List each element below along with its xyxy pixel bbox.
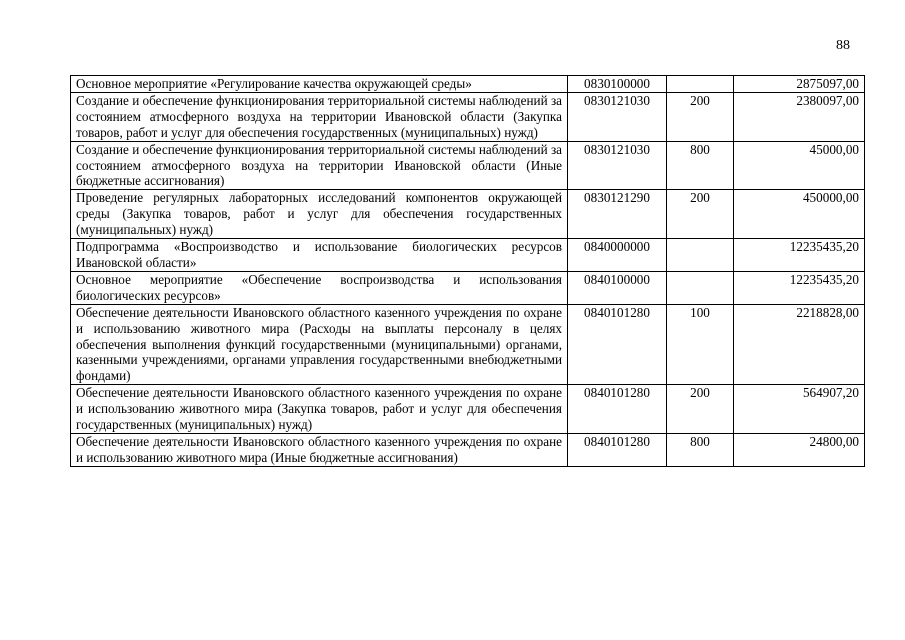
table-row	[71, 385, 865, 434]
amount: 2218828,00	[734, 304, 865, 385]
expense-type-code	[667, 239, 734, 272]
target-article-code: 0830100000	[568, 76, 667, 93]
table-row	[71, 239, 865, 272]
amount: 12235435,20	[734, 239, 865, 272]
page-number: 88	[836, 38, 850, 53]
target-article-code: 0840101280	[568, 385, 667, 434]
expense-name: Проведение регулярных лабораторных исследований компонентов окружающей среды (Закупка товаров, работ и услуг для обеспечения государственных (муниципальных) нужд)	[71, 190, 568, 239]
expense-type-code: 200	[667, 92, 734, 141]
target-article-code: 0830121030	[568, 92, 667, 141]
expense-name: Обеспечение деятельности Ивановского областного казенного учреждения по охране и использованию животного мира (Иные бюджетные ассигнования)	[71, 433, 568, 466]
expense-type-code	[667, 76, 734, 93]
table-row	[71, 271, 865, 304]
table-row	[71, 92, 865, 141]
amount: 564907,20	[734, 385, 865, 434]
table-row	[71, 76, 865, 93]
budget-table	[70, 75, 865, 467]
expense-name: Создание и обеспечение функционирования территориальной системы наблюдений за состоянием атмосферного воздуха на территории Ивановской области (Закупка товаров, работ и услуг для обеспечения государственных (муниципальных) нужд)	[71, 92, 568, 141]
expense-type-code: 200	[667, 190, 734, 239]
expense-type-code	[667, 271, 734, 304]
amount: 2875097,00	[734, 76, 865, 93]
expense-name: Обеспечение деятельности Ивановского областного казенного учреждения по охране и использованию животного мира (Расходы на выплаты персоналу в целях обеспечения выполнения функций государственными (муниципальными) органами, казенными учреждениями, органами управления государственными внебюджетными фондами)	[71, 304, 568, 385]
expense-name: Подпрограмма «Воспроизводство и использование биологических ресурсов Ивановской области»	[71, 239, 568, 272]
expense-type-code: 800	[667, 433, 734, 466]
amount: 2380097,00	[734, 92, 865, 141]
table-row	[71, 141, 865, 190]
amount: 450000,00	[734, 190, 865, 239]
expense-type-code: 100	[667, 304, 734, 385]
target-article-code: 0830121290	[568, 190, 667, 239]
expense-name: Основное мероприятие «Обеспечение воспроизводства и использования биологических ресурсов»	[71, 271, 568, 304]
amount: 12235435,20	[734, 271, 865, 304]
amount: 45000,00	[734, 141, 865, 190]
target-article-code: 0830121030	[568, 141, 667, 190]
target-article-code: 0840000000	[568, 239, 667, 272]
target-article-code: 0840101280	[568, 304, 667, 385]
target-article-code: 0840101280	[568, 433, 667, 466]
expense-name: Обеспечение деятельности Ивановского областного казенного учреждения по охране и использованию животного мира (Закупка товаров, работ и услуг для обеспечения государственных (муниципальных) нужд)	[71, 385, 568, 434]
expense-type-code: 200	[667, 385, 734, 434]
table-row	[71, 190, 865, 239]
amount: 24800,00	[734, 433, 865, 466]
table-row	[71, 304, 865, 385]
expense-name: Основное мероприятие «Регулирование качества окружающей среды»	[71, 76, 568, 93]
target-article-code: 0840100000	[568, 271, 667, 304]
expense-type-code: 800	[667, 141, 734, 190]
expense-name: Создание и обеспечение функционирования территориальной системы наблюдений за состоянием атмосферного воздуха на территории Ивановской области (Иные бюджетные ассигнования)	[71, 141, 568, 190]
table-row	[71, 433, 865, 466]
